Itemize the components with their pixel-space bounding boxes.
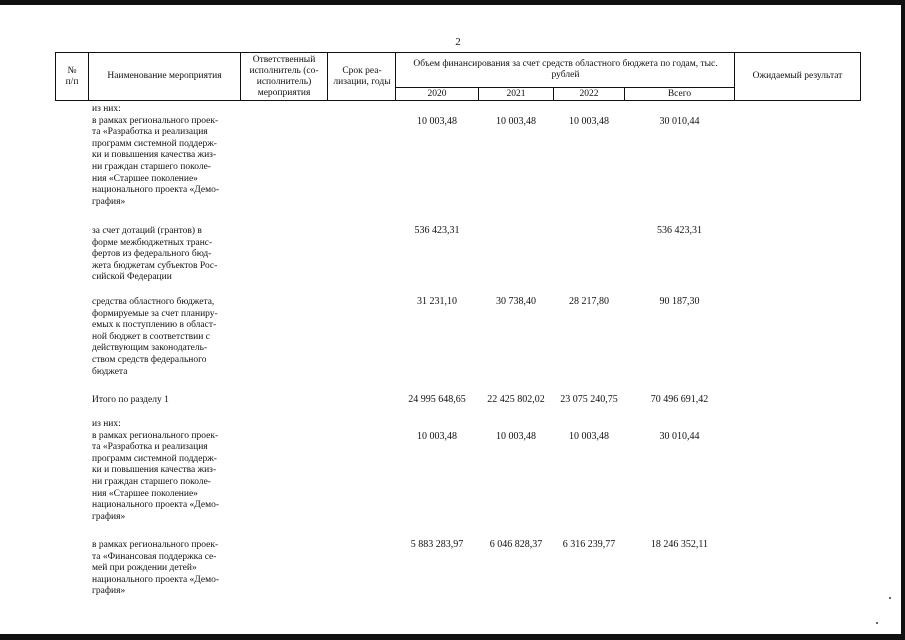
row-6-total: 18 246 352,11 [650, 539, 709, 550]
header-result: Ожидаемый результат [752, 71, 843, 81]
header-year-2021: 2021 [506, 88, 526, 99]
row-2-total: 536 423,31 [657, 225, 702, 236]
row-6-2021: 6 046 828,37 [489, 539, 543, 550]
scan-border-bottom [0, 634, 905, 640]
row-1-description: из них: в рамках регионального проек- та «Разработка и реализация программ системной поддерж- ки и повышения качества жиз- ни граждан старшего поколе- ния «Старшее поколение» национального проекта «Демо- графия» [92, 104, 220, 207]
row-4-2021: 22 425 802,02 [487, 394, 545, 405]
row-5-2020: 10 003,48 [417, 431, 457, 442]
header-funding: Объем финансирования за счет средств областного бюджета по годам, тыс. рублей [413, 59, 718, 80]
row-6-description: в рамках регионального проек- та «Финансовая поддержка се- мей при рождении детей» национального проекта «Демо- графия» [92, 540, 220, 597]
row-1-2020: 10 003,48 [417, 116, 457, 127]
header-year-2020: 2020 [427, 88, 447, 99]
scan-border-top [0, 0, 905, 5]
scan-speck [876, 622, 878, 624]
row-2-description: за счет дотаций (грантов) в форме межбюджетных транс- фертов из федерального бюд- жета бюджетам субъектов Рос- сийской Федерации [92, 226, 218, 283]
row-3-total: 90 187,30 [659, 296, 700, 307]
row-5-2022: 10 003,48 [569, 431, 609, 442]
row-3-description: средства областного бюджета, формируемые за счет планиру- емых к поступлению в област- ной бюджет в соответствии с действующим законодатель- ством средств федерального бюджета [92, 297, 218, 377]
row-4-2022: 23 075 240,75 [560, 394, 618, 405]
row-1-2021: 10 003,48 [496, 116, 536, 127]
row-3-2020: 31 231,10 [417, 296, 457, 307]
row-3-2022: 28 217,80 [569, 296, 609, 307]
row-5-total: 30 010,44 [659, 431, 700, 442]
page-number: 2 [455, 36, 461, 48]
row-5-2021: 10 003,48 [496, 431, 536, 442]
header-num: № п/п [65, 65, 79, 87]
row-1-2022: 10 003,48 [569, 116, 609, 127]
header-total: Всего [667, 88, 692, 99]
header-name: Наименование мероприятия [107, 71, 222, 81]
scan-border-right [901, 0, 905, 640]
row-1-total: 30 010,44 [659, 116, 700, 127]
row-5-description: из них: в рамках регионального проек- та «Разработка и реализация программ системной поддерж- ки и повышения качества жиз- ни граждан старшего поколе- ния «Старшее поколение» национального проекта «Демо- графия» [92, 419, 220, 522]
row-4-description: Итого по разделу 1 [92, 395, 169, 405]
row-2-2020: 536 423,31 [414, 225, 460, 236]
header-period: Срок реа-лизации, годы [333, 65, 391, 87]
header-responsible: Ответственный исполнитель (со-исполнитель) мероприятия [249, 54, 319, 98]
table-header [55, 52, 861, 101]
scan-speck [889, 597, 891, 599]
row-6-2020: 5 883 283,97 [410, 539, 464, 550]
row-6-2022: 6 316 239,77 [562, 539, 616, 550]
row-4-total: 70 496 691,42 [650, 394, 709, 405]
header-year-2022: 2022 [579, 88, 599, 99]
row-3-2021: 30 738,40 [496, 296, 536, 307]
row-4-2020: 24 995 648,65 [408, 394, 466, 405]
